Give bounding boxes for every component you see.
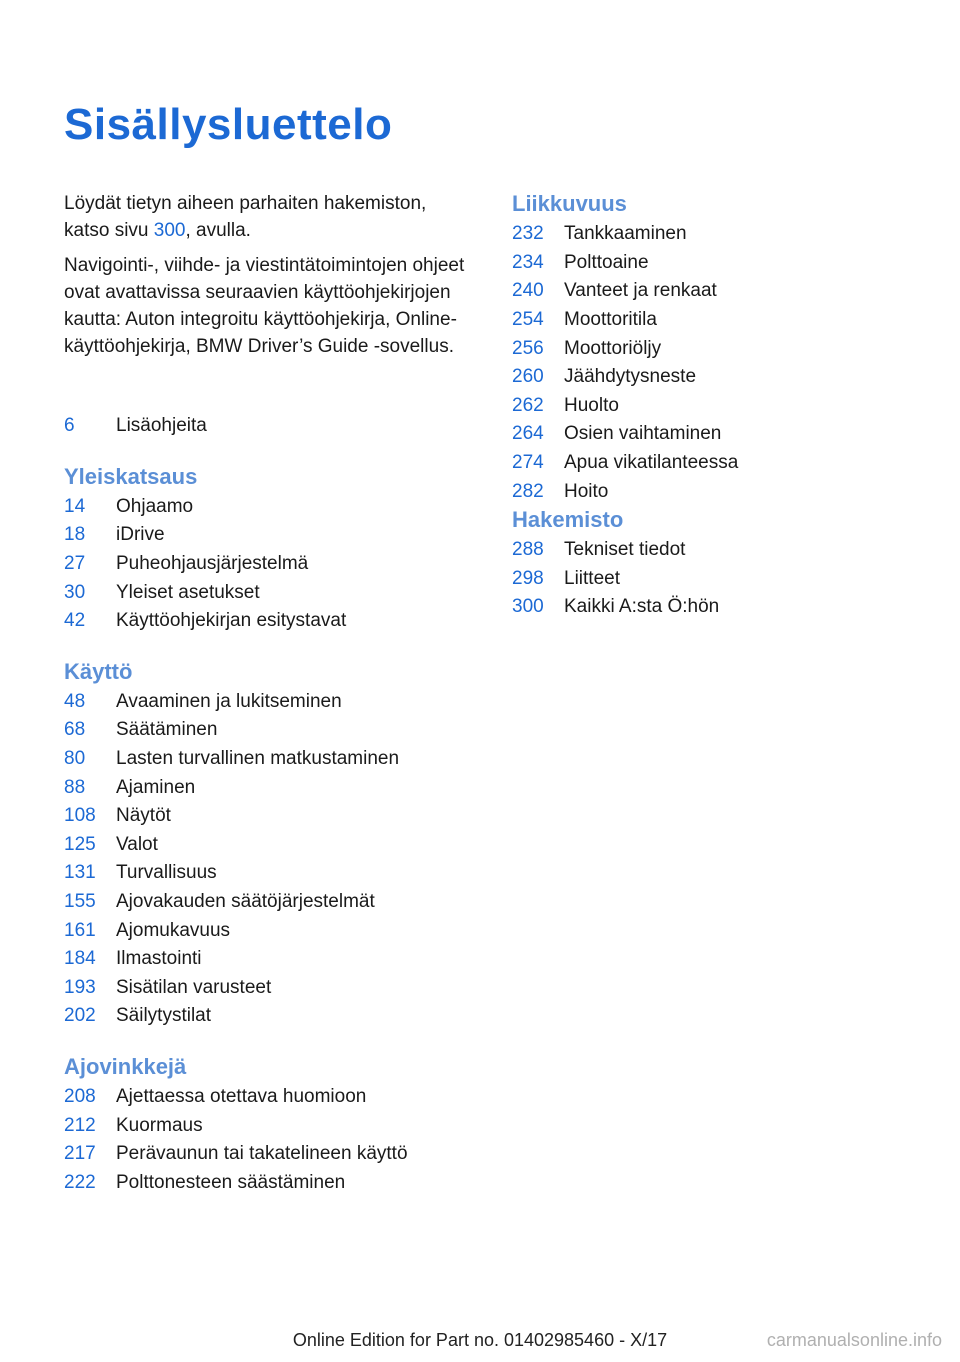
toc-entry[interactable] xyxy=(64,773,474,802)
toc-page-number[interactable]: 125 xyxy=(64,833,96,855)
toc-page-number[interactable]: 232 xyxy=(512,223,544,245)
toc-entry-label: Puheohjausjärjestelmä xyxy=(116,553,309,575)
toc-entry[interactable] xyxy=(64,745,474,774)
toc-entry-label: Moottoriöljy xyxy=(564,337,662,359)
toc-entry-label: Jäähdytysneste xyxy=(564,366,697,388)
toc-page-number[interactable]: 155 xyxy=(64,891,96,913)
toc-entry[interactable] xyxy=(64,888,474,917)
toc-page-number[interactable]: 48 xyxy=(64,690,86,712)
intro-text xyxy=(64,190,474,360)
toc-page-number[interactable]: 217 xyxy=(64,1143,96,1165)
toc-page-number[interactable]: 6 xyxy=(64,415,75,437)
toc-page-number[interactable]: 88 xyxy=(64,776,86,798)
toc-left-column xyxy=(64,190,474,1197)
toc-page-number[interactable]: 68 xyxy=(64,719,86,741)
toc-page-number[interactable]: 193 xyxy=(64,976,96,998)
toc-page-number[interactable]: 30 xyxy=(64,581,86,603)
toc-entry-label: Liitteet xyxy=(564,567,620,589)
toc-entry[interactable] xyxy=(512,220,912,249)
footer-edition: Online Edition for Part no. 01402985460 - X/17 xyxy=(292,1330,668,1350)
toc-page-number[interactable]: 18 xyxy=(64,524,86,546)
toc-entry[interactable] xyxy=(512,565,912,594)
toc-entry[interactable] xyxy=(512,334,912,363)
toc-entry-label: iDrive xyxy=(116,524,165,546)
toc-entry[interactable] xyxy=(64,1083,474,1112)
toc-entry[interactable] xyxy=(512,306,912,335)
toc-entry[interactable] xyxy=(64,1140,474,1169)
section-title: Ajovinkkejä xyxy=(64,1053,187,1079)
toc-entry[interactable] xyxy=(64,688,474,717)
toc-entry-label: Ajettaessa otettava huomioon xyxy=(116,1085,367,1107)
index-page-link[interactable]: 300 xyxy=(153,220,186,241)
toc-entry-label: Kuormaus xyxy=(116,1114,203,1136)
toc-entry-label: Apua vikatilanteessa xyxy=(564,452,739,474)
toc-entry-lisaohjeita[interactable] xyxy=(64,412,474,441)
toc-entry[interactable] xyxy=(64,1111,474,1140)
toc-entry[interactable] xyxy=(64,974,474,1003)
intro-line-2-end: , avulla. xyxy=(185,220,251,241)
toc-entry[interactable] xyxy=(64,916,474,945)
toc-section xyxy=(512,190,912,506)
toc-entry-label: Turvallisuus xyxy=(116,862,217,884)
toc-page-number[interactable]: 298 xyxy=(512,567,544,589)
toc-entry[interactable] xyxy=(64,607,474,636)
toc-page-number[interactable]: 27 xyxy=(64,553,86,575)
toc-page-number[interactable]: 282 xyxy=(512,480,544,502)
toc-section xyxy=(512,506,912,622)
intro-line-1: Löydät tietyn aiheen parhaiten hakemiston, xyxy=(64,193,427,214)
toc-entry-label: Tankkaaminen xyxy=(564,223,687,245)
toc-entry[interactable] xyxy=(64,831,474,860)
toc-entry[interactable] xyxy=(512,277,912,306)
toc-page-number[interactable]: 222 xyxy=(64,1171,96,1193)
toc-entry[interactable] xyxy=(64,550,474,579)
toc-page-number[interactable]: 14 xyxy=(64,495,86,517)
toc-section xyxy=(64,658,474,1031)
toc-page-number[interactable]: 240 xyxy=(512,280,544,302)
section-title: Liikkuvuus xyxy=(512,191,627,216)
toc-page-number[interactable]: 262 xyxy=(512,394,544,416)
toc-entry-label: Tekniset tiedot xyxy=(564,539,686,561)
left-sections xyxy=(64,463,474,1197)
toc-page-number[interactable]: 108 xyxy=(64,805,96,827)
intro-paragraph-2: Navigointi-, viihde- ja viestintätoimintojen ohjeet ovat avattavissa seuraavien käyttöohjekirjojen kautta: Auton integroitu käyttöohjekirja, Online-käyttöohjekirja, BMW Driver’s Guide -sovellus. xyxy=(64,255,465,357)
intro-line-2: katso sivu xyxy=(64,220,154,241)
toc-entry-label: Käyttöohjekirjan esitystavat xyxy=(116,610,347,632)
toc-entry-label: Kaikki A:sta Ö:hön xyxy=(564,596,720,618)
toc-entry[interactable] xyxy=(512,593,912,622)
toc-entry-label: Polttonesteen säästäminen xyxy=(116,1171,346,1193)
toc-page-number[interactable]: 234 xyxy=(512,251,544,273)
toc-entry[interactable] xyxy=(64,802,474,831)
toc-page-number[interactable]: 208 xyxy=(64,1085,96,1107)
toc-entry[interactable] xyxy=(512,392,912,421)
toc-page-number[interactable]: 300 xyxy=(512,596,544,618)
toc-entry-label: Näytöt xyxy=(116,805,171,827)
toc-section xyxy=(64,463,474,636)
toc-entry-label: Polttoaine xyxy=(564,251,649,273)
toc-entry[interactable] xyxy=(512,477,912,506)
toc-entry[interactable] xyxy=(64,945,474,974)
toc-page-number[interactable]: 288 xyxy=(512,539,544,561)
toc-entry-label: Ilmastointi xyxy=(116,948,202,970)
toc-entry[interactable] xyxy=(64,521,474,550)
toc-entry[interactable] xyxy=(512,420,912,449)
right-sections xyxy=(512,190,912,622)
toc-entry[interactable] xyxy=(64,1168,474,1197)
toc-entry[interactable] xyxy=(512,536,912,565)
toc-entry-label: Moottoritila xyxy=(564,309,657,331)
toc-entry[interactable] xyxy=(512,449,912,478)
toc-entry-label: Lasten turvallinen matkustaminen xyxy=(116,748,400,770)
toc-entry-label: Valot xyxy=(116,833,158,855)
section-title: Yleiskatsaus xyxy=(64,463,198,489)
toc-page-number[interactable]: 256 xyxy=(512,337,544,359)
toc-page-number[interactable]: 161 xyxy=(64,919,96,941)
toc-entry-label: Ajovakauden säätöjärjestelmät xyxy=(116,891,375,913)
toc-page-number[interactable]: 212 xyxy=(64,1114,96,1136)
toc-page-number[interactable]: 274 xyxy=(512,452,544,474)
toc-page-number[interactable]: 42 xyxy=(64,610,86,632)
toc-page-number[interactable]: 80 xyxy=(64,748,86,770)
toc-page-number[interactable]: 202 xyxy=(64,1005,96,1027)
watermark: carmanualsonline.info xyxy=(766,1330,942,1350)
toc-entry-label: Huolto xyxy=(564,394,619,416)
toc-entry[interactable] xyxy=(512,249,912,278)
toc-entry-label: Säätäminen xyxy=(116,719,218,741)
toc-entry-label: Hoito xyxy=(564,480,609,502)
toc-entry-label: Avaaminen ja lukitseminen xyxy=(116,690,342,712)
toc-entry-label: Säilytystilat xyxy=(116,1005,212,1027)
toc-entry[interactable] xyxy=(64,578,474,607)
toc-entry-label: Perävaunun tai takatelineen käyttö xyxy=(116,1143,408,1165)
toc-entry-label: Ajomukavuus xyxy=(116,919,231,941)
toc-entry-label: Lisäohjeita xyxy=(116,415,207,437)
toc-page-number[interactable]: 260 xyxy=(512,366,544,388)
toc-entry[interactable] xyxy=(64,859,474,888)
toc-right-column xyxy=(512,190,912,622)
toc-page-number[interactable]: 184 xyxy=(64,948,96,970)
toc-page-number[interactable]: 264 xyxy=(512,423,544,445)
toc-entry-label: Sisätilan varusteet xyxy=(116,976,272,998)
toc-entry[interactable] xyxy=(64,493,474,522)
toc-page-number[interactable]: 131 xyxy=(64,862,96,884)
toc-entry-label: Yleiset asetukset xyxy=(116,581,260,603)
page-title: Sisällysluettelo xyxy=(64,100,393,149)
section-title: Hakemisto xyxy=(512,506,624,532)
toc-page-number[interactable]: 254 xyxy=(512,309,544,331)
toc-section xyxy=(64,1053,474,1197)
toc-entry-label: Vanteet ja renkaat xyxy=(564,280,717,302)
intro-paragraph-1 xyxy=(64,190,474,244)
toc-entry-label: Osien vaihtaminen xyxy=(564,423,722,445)
section-title: Käyttö xyxy=(64,658,133,684)
toc-entry-label: Ajaminen xyxy=(116,776,196,798)
toc-entry-label: Ohjaamo xyxy=(116,495,194,517)
toc-entry[interactable] xyxy=(64,716,474,745)
toc-entry[interactable] xyxy=(512,363,912,392)
toc-entry[interactable] xyxy=(64,1002,474,1031)
